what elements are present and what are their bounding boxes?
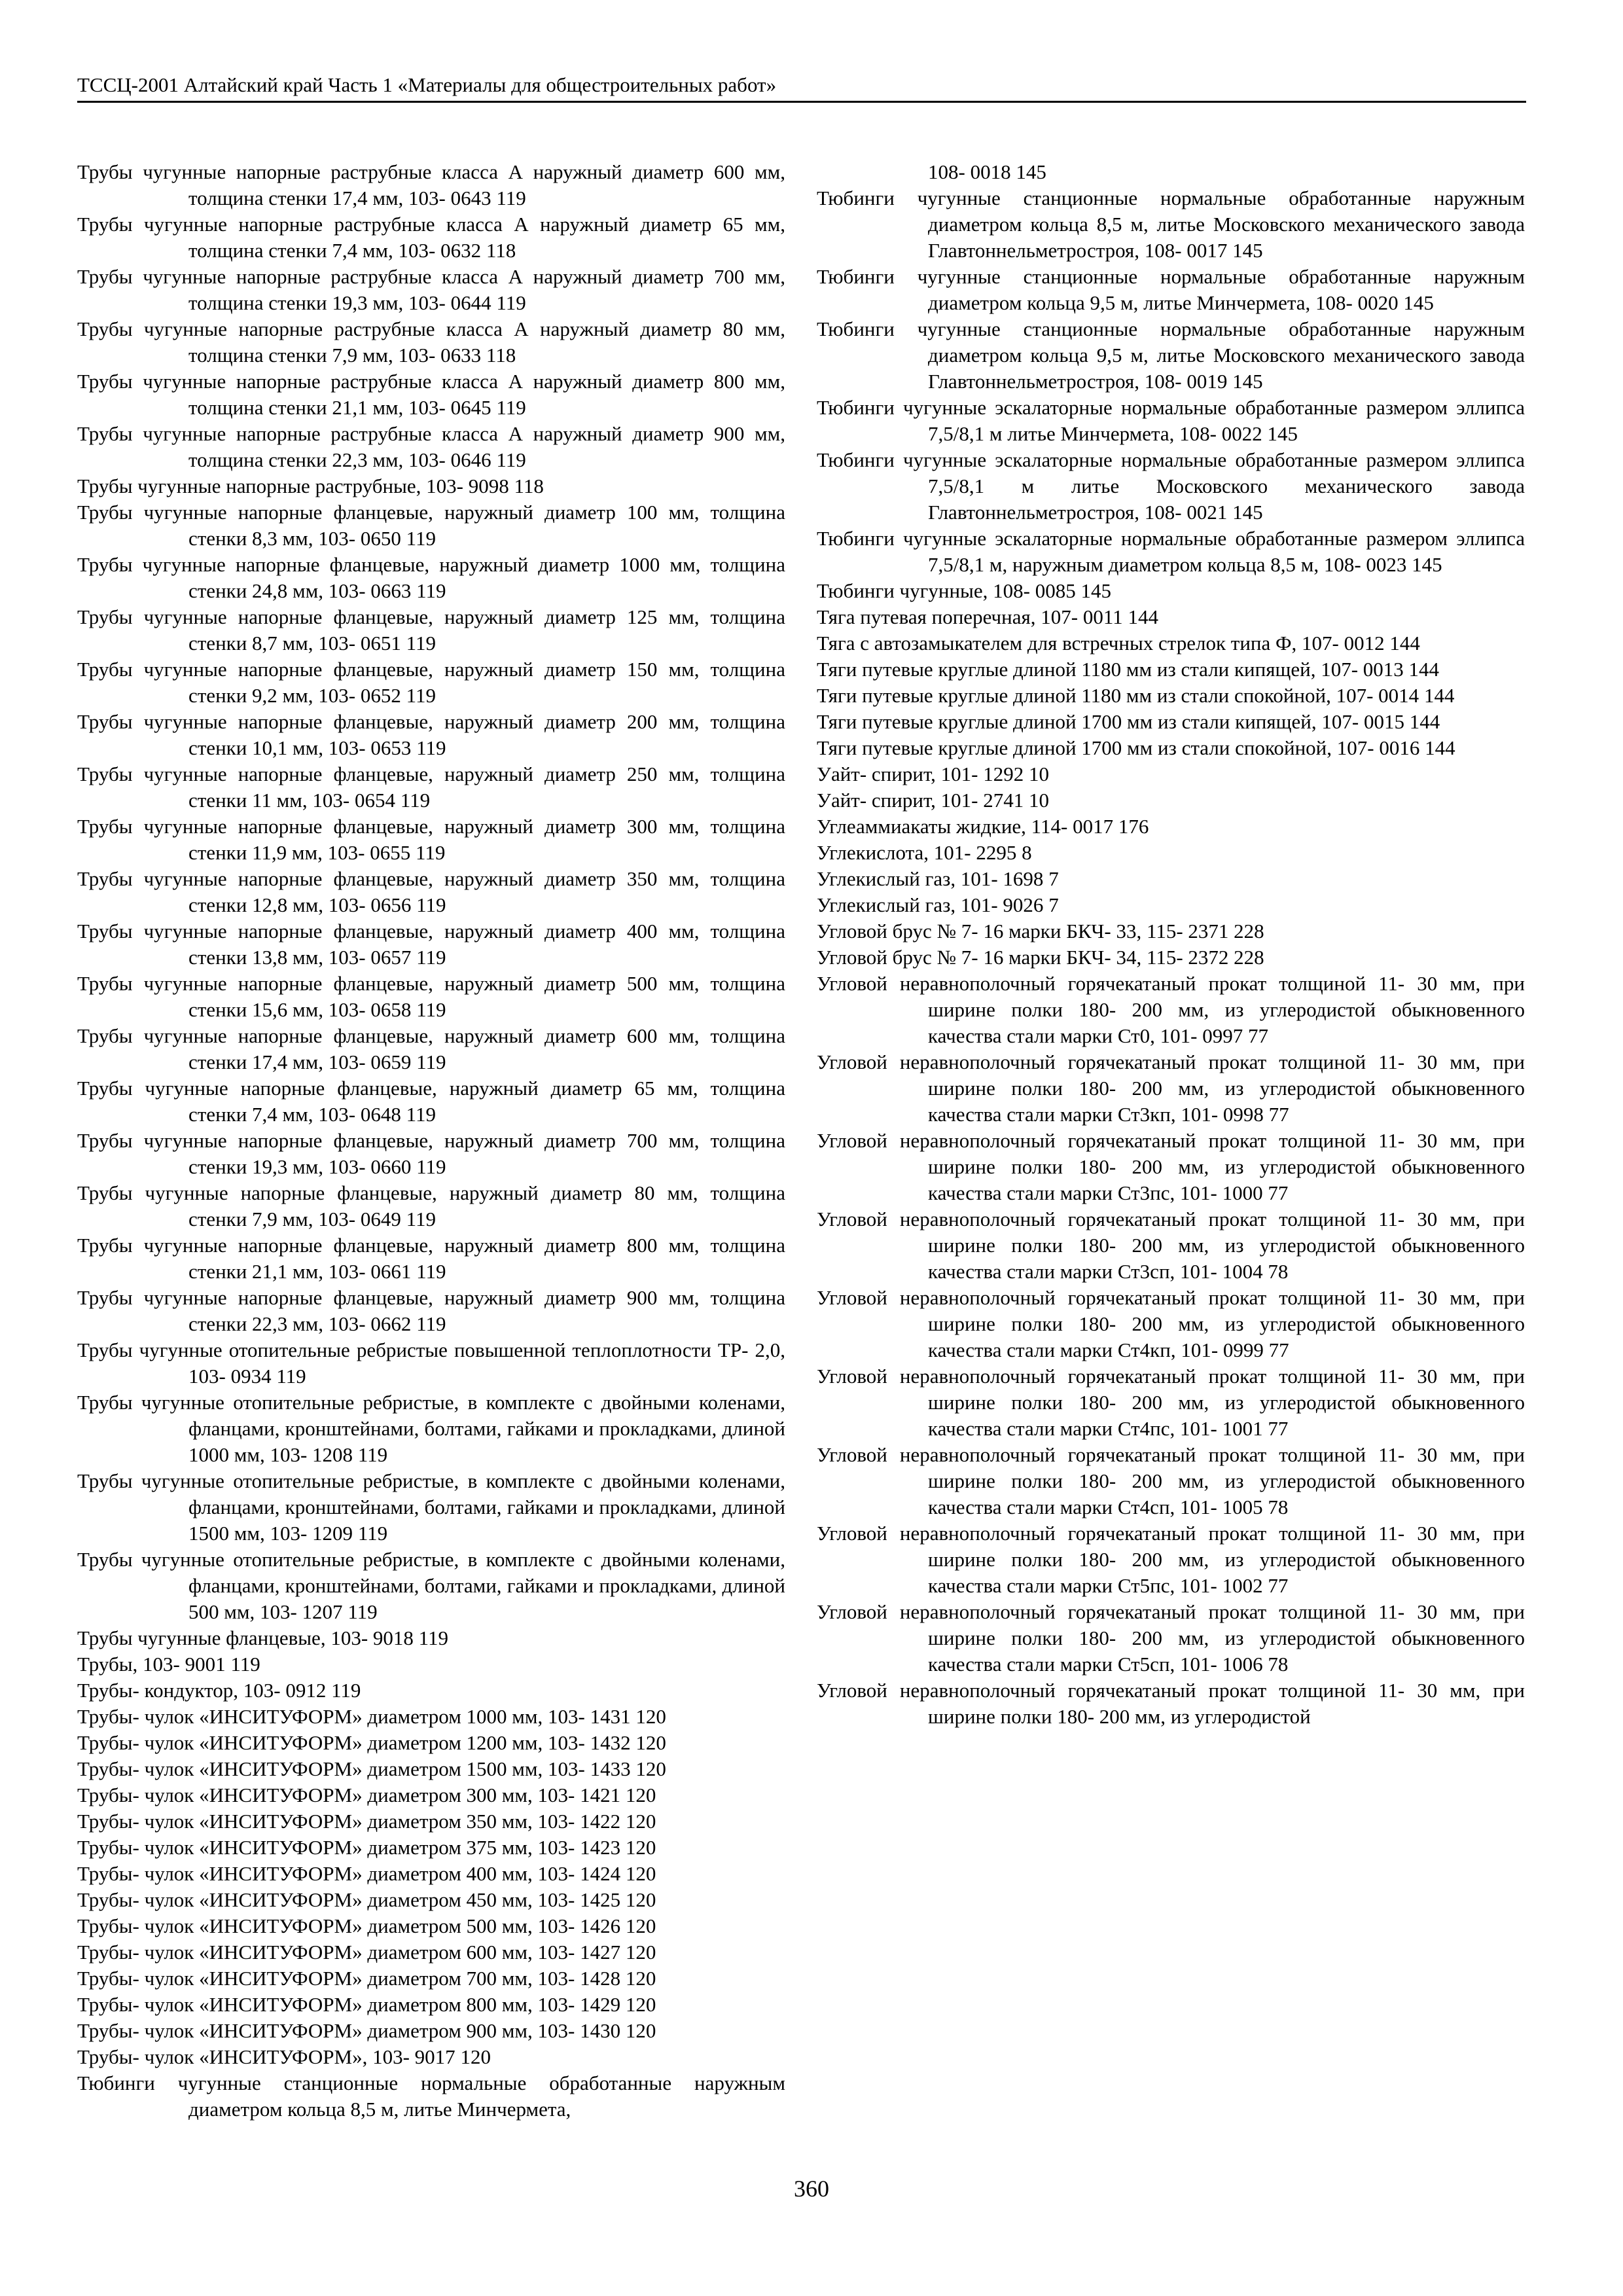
- index-entry-text: Тюбинги чугунные эскалаторные нормальные обработанные размером эллипса 7,5/8,1 м литье Московского механического завода Главтоннельметростроя, 108- 0021: [817, 448, 1525, 524]
- index-entry-page: 119: [496, 291, 526, 314]
- index-entry-text: Угловой неравнополочный горячекатаный прокат толщиной 11- 30 мм, при ширине полки 180- 200 мм, из углеродистой обыкновенного качества стали марки Ст4кп, 101- 0999: [817, 1286, 1525, 1361]
- index-entry: [77, 1939, 785, 1965]
- index-entry-page: 176: [1118, 815, 1149, 838]
- index-entry-page: 145: [1232, 501, 1263, 524]
- index-entry-text: Трубы чугунные отопительные ребристые повышенной теплоплотности ТР- 2,0, 103- 0934: [77, 1338, 785, 1388]
- index-entry: [817, 892, 1525, 918]
- index-entry-page: 77: [1248, 1024, 1269, 1047]
- index-entry: [77, 552, 785, 604]
- index-entry-text: Трубы чугунные напорные фланцевые, наружный диаметр 100 мм, толщина стенки 8,3 мм, 103- 0650: [77, 501, 785, 550]
- index-entry-page: 10: [1029, 789, 1049, 812]
- index-entry: [77, 1992, 785, 2018]
- index-entry: [77, 1756, 785, 1782]
- index-entry-text: Трубы чугунные напорные фланцевые, наружный диаметр 80 мм, толщина стенки 7,9 мм, 103- 0649: [77, 1181, 785, 1230]
- index-entry: [77, 761, 785, 814]
- index-entry-text: Трубы чугунные напорные фланцевые, наружный диаметр 350 мм, толщина стенки 12,8 мм, 103- 0656: [77, 867, 785, 916]
- index-entry: [77, 1180, 785, 1232]
- index-entry: [77, 264, 785, 316]
- index-entry: [77, 1390, 785, 1468]
- index-entry-page: 144: [1128, 605, 1158, 628]
- index-entry-page: 120: [625, 1888, 656, 1911]
- index-entry-text: Тяги путевые круглые длиной 1700 мм из стали спокойной, 107- 0016: [817, 736, 1420, 759]
- index-entry-page: 119: [406, 684, 436, 707]
- index-entry-text: Трубы чугунные напорные раструбные, 103- 9098: [77, 475, 509, 497]
- index-entry-page: 119: [331, 1679, 361, 1702]
- index-entry-text: Углекислота, 101- 2295: [817, 841, 1017, 864]
- index-entry-page: 78: [1268, 1260, 1289, 1283]
- index-entry: [817, 604, 1525, 630]
- index-entry-text: Углекислый газ, 101- 1698: [817, 867, 1044, 890]
- index-entry: [77, 1887, 785, 1913]
- index-entry: [77, 1913, 785, 1939]
- index-entry-text: Трубы- чулок «ИНСИТУФОРМ» диаметром 350 мм, 103- 1422: [77, 1810, 621, 1833]
- index-entry-text: Трубы- чулок «ИНСИТУФОРМ» диаметром 1500 мм, 103- 1433: [77, 1757, 631, 1780]
- index-column-right: [817, 159, 1525, 1730]
- index-entry-text: Угловой брус № 7- 16 марки БКЧ- 34, 115- 2372: [817, 946, 1229, 969]
- index-entry-page: 228: [1234, 920, 1264, 942]
- index-entry-page: 120: [635, 1757, 666, 1780]
- index-entry: [77, 1337, 785, 1390]
- index-entry-text: Трубы чугунные напорные фланцевые, наружный диаметр 800 мм, толщина стенки 21,1 мм, 103- 0661: [77, 1234, 785, 1283]
- index-entry-text: Тюбинги чугунные станционные нормальные обработанные наружным диаметром кольца 8,5 м, литье Минчермета,: [77, 2072, 785, 2121]
- index-entry-text: Трубы чугунные напорные фланцевые, наружный диаметр 600 мм, толщина стенки 17,4 мм, 103- 0659: [77, 1024, 785, 1073]
- index-entry-text: Трубы чугунные напорные фланцевые, наружный диаметр 400 мм, толщина стенки 13,8 мм, 103- 0657: [77, 920, 785, 969]
- index-entry: [77, 2018, 785, 2044]
- index-entry: [817, 814, 1525, 840]
- index-entry: [77, 1782, 785, 1808]
- index-entry-text: Тяги путевые круглые длиной 1180 мм из стали спокойной, 107- 0014: [817, 684, 1419, 707]
- index-entry-text: Тюбинги чугунные станционные нормальные обработанные наружным диаметром кольца 9,5 м, литье Московского механического завода Главтоннельметростроя, 108- 0019: [817, 317, 1525, 393]
- index-entry-page: 145: [1016, 160, 1046, 183]
- index-entry-page: 119: [416, 946, 446, 969]
- index-entry-text: Трубы чугунные фланцевые, 103- 9018: [77, 1626, 414, 1649]
- index-entry-page: 119: [416, 1312, 446, 1335]
- index-entry-page: 119: [348, 1600, 378, 1623]
- index-entry-page: 120: [635, 1705, 666, 1728]
- index-entry-page: 120: [635, 1731, 666, 1754]
- index-entry-text: Тюбинги чугунные эскалаторные нормальные обработанные размером эллипса 7,5/8,1 м литье Минчермета, 108- 0022: [817, 396, 1525, 445]
- index-entry-text: Трубы чугунные напорные фланцевые, наружный диаметр 900 мм, толщина стенки 22,3 мм, 103- 0662: [77, 1286, 785, 1335]
- index-entry-text: Трубы чугунные напорные раструбные класса А наружный диаметр 800 мм, толщина стенки 21,1 мм, 103- 0645: [77, 370, 785, 419]
- index-entry-page: 77: [1268, 1417, 1289, 1440]
- index-entry-page: 119: [276, 1365, 306, 1388]
- index-entry-text: Трубы- чулок «ИНСИТУФОРМ» диаметром 1000 мм, 103- 1431: [77, 1705, 631, 1728]
- index-entry: [77, 918, 785, 971]
- index-entry-page: 119: [406, 527, 436, 550]
- index-entry: [817, 1520, 1525, 1599]
- index-entry-text: Трубы- кондуктор, 103- 0912: [77, 1679, 327, 1702]
- index-entry: [817, 840, 1525, 866]
- index-entry-page: 120: [625, 1836, 656, 1859]
- index-entry-text: Трубы чугунные напорные раструбные класса А наружный диаметр 65 мм, толщина стенки 7,4 мм, 103- 0632: [77, 213, 785, 262]
- index-entry-page: 119: [406, 1208, 436, 1230]
- index-entry-page: 144: [1408, 658, 1440, 681]
- index-entry-text: Трубы чугунные напорные фланцевые, наружный диаметр 200 мм, толщина стенки 10,1 мм, 103- 0653: [77, 710, 785, 759]
- index-entry-page: 144: [1425, 736, 1455, 759]
- index-entry-text: Трубы- чулок «ИНСИТУФОРМ» диаметром 900 мм, 103- 1430: [77, 2019, 621, 2042]
- index-entry-page: 8: [1022, 841, 1032, 864]
- index-entry: [77, 1232, 785, 1285]
- index-entry-page: 120: [625, 2019, 656, 2042]
- index-entry-page: 7: [1048, 893, 1059, 916]
- index-entry-text: Тюбинги чугунные станционные нормальные обработанные наружным диаметром кольца 9,5 м, литье Минчермета, 108- 0020: [817, 265, 1525, 314]
- index-entry-text: Трубы- чулок «ИНСИТУФОРМ» диаметром 300 мм, 103- 1421: [77, 1784, 621, 1806]
- index-entry-text: Тюбинги чугунные, 108- 0085: [817, 579, 1076, 602]
- index-entry-text: Тяги путевые круглые длиной 1700 мм из стали кипящей, 107- 0015: [817, 710, 1404, 733]
- index-entry: [77, 1730, 785, 1756]
- running-header: ТССЦ-2001 Алтайский край Часть 1 «Материалы для общестроительных работ»: [77, 71, 1526, 103]
- index-entry: [77, 1128, 785, 1180]
- index-entry-page: 119: [416, 736, 446, 759]
- index-entry: [77, 1468, 785, 1547]
- index-entry-text: Трубы чугунные напорные фланцевые, наружный диаметр 150 мм, толщина стенки 9,2 мм, 103- 0652: [77, 658, 785, 707]
- index-entry: [77, 1285, 785, 1337]
- index-entry-text: Трубы- чулок «ИНСИТУФОРМ» диаметром 800 мм, 103- 1429: [77, 1993, 621, 2016]
- index-entry-text: Трубы- чулок «ИНСИТУФОРМ», 103- 9017: [77, 2045, 455, 2068]
- index-entry-page: 119: [496, 396, 526, 419]
- index-entry-page: 7: [1048, 867, 1059, 890]
- index-entry-page: 144: [1409, 710, 1440, 733]
- index-entry: [817, 630, 1525, 656]
- index-entry-page: 119: [416, 893, 446, 916]
- index-entry-text: 108- 0018: [928, 160, 1011, 183]
- index-entry-text: Угловой неравнополочный горячекатаный прокат толщиной 11- 30 мм, при ширине полки 180- 200 мм, из углеродистой обыкновенного качества стали марки Ст0, 101- 0997: [817, 972, 1525, 1047]
- index-entry-text: Уайт- спирит, 101- 1292: [817, 762, 1024, 785]
- index-entry: [928, 159, 1525, 185]
- index-entry: [817, 1677, 1525, 1730]
- index-entry: [77, 814, 785, 866]
- index-entry: [817, 447, 1525, 526]
- index-entry-text: Трубы, 103- 9001: [77, 1653, 226, 1676]
- index-entry: [817, 683, 1525, 709]
- index-entry: [817, 1128, 1525, 1206]
- index-entry-text: Трубы чугунные напорные фланцевые, наружный диаметр 700 мм, толщина стенки 19,3 мм, 103- 0660: [77, 1129, 785, 1178]
- index-entry-text: Тяги путевые круглые длиной 1180 мм из стали кипящей, 107- 0013: [817, 658, 1404, 681]
- index-entry-page: 120: [625, 1862, 656, 1885]
- index-entry-text: Трубы чугунные напорные раструбные класса А наружный диаметр 600 мм, толщина стенки 17,4 мм, 103- 0643: [77, 160, 785, 209]
- index-entry-text: Трубы- чулок «ИНСИТУФОРМ» диаметром 1200 мм, 103- 1432: [77, 1731, 631, 1754]
- index-entry: [817, 1285, 1525, 1363]
- index-entry-text: Трубы- чулок «ИНСИТУФОРМ» диаметром 600 мм, 103- 1427: [77, 1941, 621, 1964]
- index-entry-page: 145: [1232, 239, 1263, 262]
- index-entry: [817, 316, 1525, 395]
- index-entry: [817, 264, 1525, 316]
- index-entry-text: Тяга путевая поперечная, 107- 0011: [817, 605, 1123, 628]
- index-entry: [77, 1704, 785, 1730]
- index-entry-page: 119: [357, 1522, 388, 1545]
- index-entry: [817, 866, 1525, 892]
- index-entry-text: Трубы- чулок «ИНСИТУФОРМ» диаметром 500 мм, 103- 1426: [77, 1914, 621, 1937]
- index-entry-text: Тюбинги чугунные станционные нормальные обработанные наружным диаметром кольца 8,5 м, литье Московского механического завода Главтоннельметростроя, 108- 0017: [817, 187, 1525, 262]
- index-entry-text: Трубы- чулок «ИНСИТУФОРМ» диаметром 400 мм, 103- 1424: [77, 1862, 621, 1885]
- index-entry-text: Угловой неравнополочный горячекатаный прокат толщиной 11- 30 мм, при ширине полки 180- 200 мм, из углеродистой обыкновенного качества стали марки Ст5сп, 101- 1006: [817, 1600, 1525, 1676]
- index-entry-text: Трубы чугунные напорные раструбные класса А наружный диаметр 700 мм, толщина стенки 19,3 мм, 103- 0644: [77, 265, 785, 314]
- index-entry-text: Угловой неравнополочный горячекатаный прокат толщиной 11- 30 мм, при ширине полки 180- 200 мм, из углеродистой обыкновенного качества стали марки Ст3кп, 101- 0998: [817, 1050, 1525, 1126]
- index-entry: [77, 971, 785, 1023]
- index-entry: [817, 1442, 1525, 1520]
- index-entry-page: 120: [625, 1810, 656, 1833]
- index-entry-page: 78: [1268, 1496, 1289, 1518]
- index-entry-page: 77: [1268, 1574, 1289, 1597]
- index-entry-page: 145: [1412, 553, 1442, 576]
- index-entry: [817, 761, 1525, 787]
- index-entry-text: Трубы- чулок «ИНСИТУФОРМ» диаметром 375 мм, 103- 1423: [77, 1836, 621, 1859]
- index-entry-page: 144: [1423, 684, 1455, 707]
- index-entry: [77, 604, 785, 656]
- index-entry: [817, 971, 1525, 1049]
- index-entry-text: Угловой неравнополочный горячекатаный прокат толщиной 11- 30 мм, при ширине полки 180- 200 мм, из углеродистой обыкновенного качества стали марки Ст3пс, 101- 1000: [817, 1129, 1525, 1204]
- index-entry-text: Трубы чугунные напорные фланцевые, наружный диаметр 500 мм, толщина стенки 15,6 мм, 103- 0658: [77, 972, 785, 1021]
- index-entry: [77, 473, 785, 499]
- index-entry-page: 119: [406, 632, 436, 655]
- index-entry: [817, 918, 1525, 944]
- index-entry: [77, 1625, 785, 1651]
- index-entry-page: 119: [416, 579, 446, 602]
- index-entry-page: 119: [416, 1050, 446, 1073]
- index-entry-page: 10: [1029, 762, 1049, 785]
- index-entry-page: 120: [625, 1914, 656, 1937]
- index-entry-page: 145: [1267, 422, 1298, 445]
- index-entry: [77, 1808, 785, 1835]
- index-column-left: [77, 159, 785, 2123]
- index-entry-text: Тюбинги чугунные эскалаторные нормальные обработанные размером эллипса 7,5/8,1 м, наружным диаметром кольца 8,5 м, 108- 0023: [817, 527, 1525, 576]
- index-entry-text: Трубы чугунные напорные фланцевые, наружный диаметр 1000 мм, толщина стенки 24,8 мм, 103- 0663: [77, 553, 785, 602]
- index-entry-text: Трубы- чулок «ИНСИТУФОРМ» диаметром 700 мм, 103- 1428: [77, 1967, 621, 1990]
- index-entry-page: 119: [416, 1260, 446, 1283]
- index-entry: [817, 395, 1525, 447]
- index-entry-page: 144: [1389, 632, 1420, 655]
- index-entry-text: Углеаммиакаты жидкие, 114- 0017: [817, 815, 1114, 838]
- index-entry-text: Угловой неравнополочный горячекатаный прокат толщиной 11- 30 мм, при ширине полки 180- 200 мм, из углеродистой: [817, 1679, 1525, 1728]
- index-entry: [817, 185, 1525, 264]
- index-entry-page: 120: [625, 1967, 656, 1990]
- index-entry-text: Угловой неравнополочный горячекатаный прокат толщиной 11- 30 мм, при ширине полки 180- 200 мм, из углеродистой обыкновенного качества стали марки Ст4пс, 101- 1001: [817, 1365, 1525, 1440]
- index-entry-text: Трубы- чулок «ИНСИТУФОРМ» диаметром 450 мм, 103- 1425: [77, 1888, 621, 1911]
- index-entry: [77, 1023, 785, 1075]
- index-entry: [77, 2044, 785, 2070]
- index-entry: [77, 1861, 785, 1887]
- index-entry: [77, 159, 785, 211]
- index-entry: [77, 368, 785, 421]
- index-entry-page: 118: [514, 475, 544, 497]
- index-entry-page: 118: [486, 239, 516, 262]
- index-entry: [817, 1206, 1525, 1285]
- index-entry: [77, 316, 785, 368]
- index-entry-page: 119: [416, 1155, 446, 1178]
- index-entry-text: Трубы чугунные напорные фланцевые, наружный диаметр 300 мм, толщина стенки 11,9 мм, 103- 0655: [77, 815, 785, 864]
- index-entry-page: 120: [625, 1993, 656, 2016]
- index-entry-text: Трубы чугунные напорные раструбные класса А наружный диаметр 900 мм, толщина стенки 22,3 мм, 103- 0646: [77, 422, 785, 471]
- index-entry-page: 119: [406, 1103, 436, 1126]
- index-entry-text: Трубы чугунные напорные раструбные класса А наружный диаметр 80 мм, толщина стенки 7,9 мм, 103- 0633: [77, 317, 785, 367]
- index-entry: [77, 1651, 785, 1677]
- index-entry: [77, 2070, 785, 2123]
- index-entry-text: Трубы чугунные напорные фланцевые, наружный диаметр 65 мм, толщина стенки 7,4 мм, 103- 0648: [77, 1077, 785, 1126]
- index-entry-text: Угловой неравнополочный горячекатаный прокат толщиной 11- 30 мм, при ширине полки 180- 200 мм, из углеродистой обыкновенного качества стали марки Ст5пс, 101- 1002: [817, 1522, 1525, 1597]
- index-entry-page: 119: [496, 448, 526, 471]
- index-entry-page: 145: [1232, 370, 1263, 393]
- index-entry-page: 120: [460, 2045, 491, 2068]
- index-entry: [77, 709, 785, 761]
- index-entry: [77, 1547, 785, 1625]
- index-entry-text: Уайт- спирит, 101- 2741: [817, 789, 1024, 812]
- index-entry-page: 77: [1268, 1181, 1289, 1204]
- index-entry: [817, 944, 1525, 971]
- index-entry-text: Тяга с автозамыкателем для встречных стрелок типа Ф, 107- 0012: [817, 632, 1385, 655]
- index-entry-text: Угловой брус № 7- 16 марки БКЧ- 33, 115- 2371: [817, 920, 1229, 942]
- index-entry: [817, 1599, 1525, 1677]
- index-entry-page: 119: [418, 1626, 449, 1649]
- index-entry: [77, 1075, 785, 1128]
- index-entry-page: 119: [230, 1653, 260, 1676]
- index-entry: [77, 866, 785, 918]
- index-entry-page: 119: [357, 1443, 388, 1466]
- index-entry-page: 119: [400, 789, 431, 812]
- index-entry-page: 78: [1268, 1653, 1289, 1676]
- index-entry-page: 120: [625, 1784, 656, 1806]
- index-entry: [817, 656, 1525, 683]
- index-entry-page: 145: [1080, 579, 1111, 602]
- index-entry-page: 118: [486, 344, 516, 367]
- index-entry-text: Трубы чугунные отопительные ребристые, в комплекте с двойными коленами, фланцами, кронштейнами, болтами, гайками и прокладками, длиной 1500 мм, 103- 1209: [77, 1469, 785, 1545]
- index-entry: [817, 735, 1525, 761]
- index-entry-text: Углекислый газ, 101- 9026: [817, 893, 1044, 916]
- index-entry-text: Трубы чугунные отопительные ребристые, в комплекте с двойными коленами, фланцами, кронштейнами, болтами, гайками и прокладками, длиной 1000 мм, 103- 1208: [77, 1391, 785, 1466]
- index-entry-page: 119: [416, 998, 446, 1021]
- index-entry: [77, 1965, 785, 1992]
- index-entry-page: 77: [1268, 1338, 1289, 1361]
- index-entry: [77, 421, 785, 473]
- index-entry: [817, 1363, 1525, 1442]
- index-entry-page: 77: [1268, 1103, 1289, 1126]
- index-entry-page: 228: [1234, 946, 1264, 969]
- index-entry-text: Угловой неравнополочный горячекатаный прокат толщиной 11- 30 мм, при ширине полки 180- 200 мм, из углеродистой обыкновенного качества стали марки Ст3сп, 101- 1004: [817, 1208, 1525, 1283]
- index-entry: [817, 526, 1525, 578]
- index-entry: [817, 1049, 1525, 1128]
- index-entry: [817, 578, 1525, 604]
- index-entry-text: Трубы чугунные отопительные ребристые, в комплекте с двойными коленами, фланцами, кронштейнами, болтами, гайками и прокладками, длиной 500 мм, 103- 1207: [77, 1548, 785, 1623]
- index-entry-page: 119: [496, 187, 526, 209]
- index-entry: [77, 499, 785, 552]
- index-entry: [77, 211, 785, 264]
- index-entry-text: Трубы чугунные напорные фланцевые, наружный диаметр 250 мм, толщина стенки 11 мм, 103- 0654: [77, 762, 785, 812]
- index-entry-text: Угловой неравнополочный горячекатаный прокат толщиной 11- 30 мм, при ширине полки 180- 200 мм, из углеродистой обыкновенного качества стали марки Ст4сп, 101- 1005: [817, 1443, 1525, 1518]
- index-entry: [817, 709, 1525, 735]
- index-entry-text: Трубы чугунные напорные фланцевые, наружный диаметр 125 мм, толщина стенки 8,7 мм, 103- 0651: [77, 605, 785, 655]
- index-entry: [77, 656, 785, 709]
- index-entry-page: 119: [415, 841, 446, 864]
- index-entry-page: 145: [1403, 291, 1434, 314]
- index-entry: [77, 1677, 785, 1704]
- index-entry: [817, 787, 1525, 814]
- index-entry: [77, 1835, 785, 1861]
- index-entry-page: 120: [625, 1941, 656, 1964]
- page-number: 360: [794, 2176, 829, 2202]
